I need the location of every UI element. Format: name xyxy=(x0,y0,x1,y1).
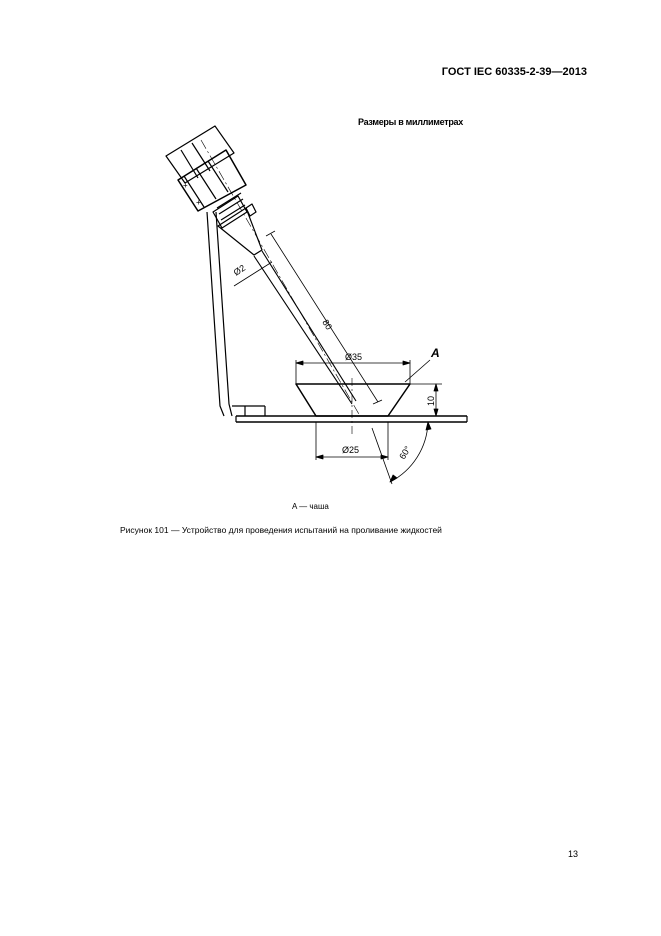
figure-caption: Рисунок 101 — Устройство для проведения испытаний на проливание жидкостей xyxy=(120,525,442,535)
units-note: Размеры в миллиметрах xyxy=(358,117,463,127)
bowl xyxy=(296,384,410,416)
figure-legend: A — чаша xyxy=(292,502,329,511)
base-plate xyxy=(232,406,467,422)
svg-text:+: + xyxy=(196,198,201,207)
label-length: 80 xyxy=(320,317,335,332)
label-height: 10 xyxy=(426,395,436,406)
label-top-diameter: Ø35 xyxy=(345,352,363,362)
label-bottom-diameter: Ø25 xyxy=(342,445,360,455)
page-number: 13 xyxy=(568,849,579,859)
nozzle-holder xyxy=(166,126,262,255)
dim-top-diameter xyxy=(296,360,410,384)
axis-line xyxy=(201,140,363,416)
nozzle-tube xyxy=(254,251,356,404)
stand-arm xyxy=(207,212,232,416)
label-nozzle-diameter: Ø2 xyxy=(231,262,248,278)
callout-letter: A xyxy=(431,346,440,360)
document-header: ГОСТ IEC 60335-2-39—2013 xyxy=(441,66,587,78)
svg-text:+: + xyxy=(183,181,188,190)
dim-length xyxy=(266,231,382,404)
label-angle: 60° xyxy=(397,444,413,462)
